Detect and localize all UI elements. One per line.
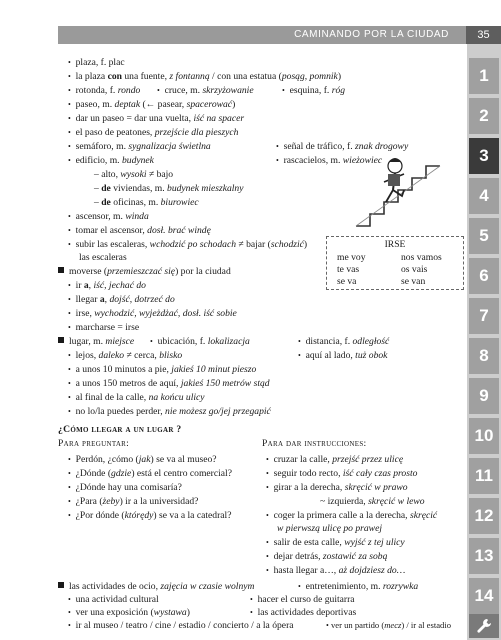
list-item: • irse, wychodzić, wyjeżdżać, dosł. iść sobie <box>68 308 237 319</box>
section-item: las actividades de ocio, zajęcia w czasie wolnym <box>58 580 254 593</box>
list-item: • ¿Dónde (gdzie) está el centro comercial? <box>68 468 232 479</box>
list-item: • distancia, f. odległość <box>298 336 390 347</box>
tab-chapter-1[interactable]: 1 <box>469 58 499 94</box>
list-item: • ¿Por dónde (którędy) se va a la catedral? <box>68 510 232 521</box>
tab-chapter-7[interactable]: 7 <box>469 298 499 334</box>
list-item: • ascensor, m. winda <box>68 211 149 222</box>
sub-item: – de viviendas, m. budynek mieszkalny <box>94 183 244 194</box>
irse-title: IRSE <box>384 239 406 250</box>
list-item: • hasta llegar a…, aż dojdziesz do… <box>266 565 406 576</box>
list-item: • dar un paseo = dar una vuelta, iść na spacer <box>68 113 245 124</box>
list-item-continuation: w pierwszą ulicę po prawej <box>277 523 382 534</box>
list-item: • esquina, f. róg <box>282 85 346 96</box>
list-item: • a unos 150 metros de aquí, jakieś 150 metrów stąd <box>68 378 270 389</box>
list-item: • una actividad cultural <box>68 594 159 605</box>
tab-chapter-14[interactable]: 14 <box>469 578 499 614</box>
tab-chapter-12[interactable]: 12 <box>469 498 499 534</box>
list-item: • ¿Para (żeby) ir a la universidad? <box>68 496 199 507</box>
list-item: • rotonda, f. rondo <box>68 85 141 96</box>
section-heading: ¿Cómo llegar a un lugar ? <box>58 424 182 435</box>
tab-chapter-3[interactable]: 3 <box>469 138 499 174</box>
list-item: • el paso de peatones, przejście dla pieszych <box>68 127 239 138</box>
wrench-icon <box>476 618 492 634</box>
list-item: • llegar a, dojść, dotrzeć do <box>68 294 175 305</box>
tab-chapter-2[interactable]: 2 <box>469 98 499 134</box>
list-item: • rascacielos, m. wieżowiec <box>276 155 383 166</box>
list-item: • señal de tráfico, f. znak drogowy <box>276 141 409 152</box>
list-item: • ver una exposición (wystawa) <box>68 607 190 618</box>
conjugation-cell: se va <box>337 276 357 287</box>
list-item: • las actividades deportivas <box>250 607 357 618</box>
list-item: • marcharse = irse <box>68 322 140 333</box>
tab-chapter-11[interactable]: 11 <box>469 458 499 494</box>
list-item: • semáforo, m. sygnalizacja świetlna <box>68 141 211 152</box>
list-item: • cruzar la calle, przejść przez ulicę <box>266 454 404 465</box>
section-item: moverse (przemieszczać się) por la ciudad <box>58 265 231 278</box>
list-item: • coger la primera calle a la derecha, skręcić <box>266 510 438 521</box>
list-item: • edificio, m. budynek <box>68 155 154 166</box>
subheading-ask: Para preguntar: <box>58 438 130 449</box>
tab-chapter-6[interactable]: 6 <box>469 258 499 294</box>
list-item: • al final de la calle, na końcu ulicy <box>68 392 205 403</box>
list-item: • tomar el ascensor, dosł. brać windę <box>68 225 211 236</box>
list-item: • ir a, iść, jechać do <box>68 280 146 291</box>
page-number: 35 <box>466 26 501 44</box>
list-item-continuation: las escaleras <box>79 252 127 263</box>
tab-chapter-13[interactable]: 13 <box>469 538 499 574</box>
section-item: lugar, m. miejsce <box>58 335 134 348</box>
list-item: • ir al museo / teatro / cine / estadio / concierto / a la ópera <box>68 620 294 631</box>
list-item: • dejar detrás, zostawić za sobą <box>266 551 388 562</box>
list-item: • salir de esta calle, wyjść z tej ulicy <box>266 537 405 548</box>
tab-chapter-9[interactable]: 9 <box>469 378 499 414</box>
sub-item: ~ izquierda, skręcić w lewo <box>320 496 425 507</box>
tab-chapter-8[interactable]: 8 <box>469 338 499 374</box>
list-item: • ver un partido (mecz) / ir al estadio <box>326 620 452 630</box>
list-item: • hacer el curso de guitarra <box>250 594 355 605</box>
chapter-title: CAMINANDO POR LA CIUDAD <box>294 29 449 40</box>
list-item: • ¿Dónde hay una comisaría? <box>68 482 182 493</box>
chapter-tabs <box>467 44 501 640</box>
list-item: • a unos 10 minutos a pie, jakieś 10 minut pieszo <box>68 364 257 375</box>
conjugation-cell: nos vamos <box>401 252 442 263</box>
conjugation-cell: me voy <box>337 252 366 263</box>
sub-item: – de oficinas, m. biurowiec <box>94 197 199 208</box>
list-item: • girar a la derecha, skręcić w prawo <box>266 482 408 493</box>
list-item: • la plaza con una fuente, z fontanną / con una estatua (posąg, pomnik) <box>68 71 342 82</box>
list-item: • cruce, m. skrzyżowanie <box>157 85 254 96</box>
tab-chapter-10[interactable]: 10 <box>469 418 499 454</box>
tab-chapter-4[interactable]: 4 <box>469 178 499 214</box>
page-header <box>0 0 501 44</box>
list-item: • seguir todo recto, iść cały czas prosto <box>266 468 418 479</box>
irse-conjugation-box <box>326 236 464 290</box>
list-item: • no lo/la puedes perder, nie możesz go/jej przegapić <box>68 406 271 417</box>
conjugation-cell: os vais <box>401 264 428 275</box>
list-item: • Perdón, ¿cómo (jak) se va al museo? <box>68 454 217 465</box>
list-item: • subir las escaleras, wchodzić po schodach ≠ bajar (schodzić) <box>68 239 308 250</box>
sub-item: – alto, wysoki ≠ bajo <box>94 169 174 180</box>
tab-chapter-5[interactable]: 5 <box>469 218 499 254</box>
conjugation-cell: se van <box>401 276 426 287</box>
list-item: • lejos, daleko ≠ cerca, blisko <box>68 350 183 361</box>
list-item: • paseo, m. deptak (← pasear, spacerować) <box>68 99 236 110</box>
list-item: • aquí al lado, tuż obok <box>298 350 388 361</box>
conjugation-cell: te vas <box>337 264 360 275</box>
tab-tools[interactable] <box>469 614 499 638</box>
subheading-instructions: Para dar instrucciones: <box>262 438 367 449</box>
list-item: • ubicación, f. lokalizacja <box>150 336 250 347</box>
list-item: • plaza, f. plac <box>68 57 125 68</box>
list-item: • entretenimiento, m. rozrywka <box>298 581 419 592</box>
